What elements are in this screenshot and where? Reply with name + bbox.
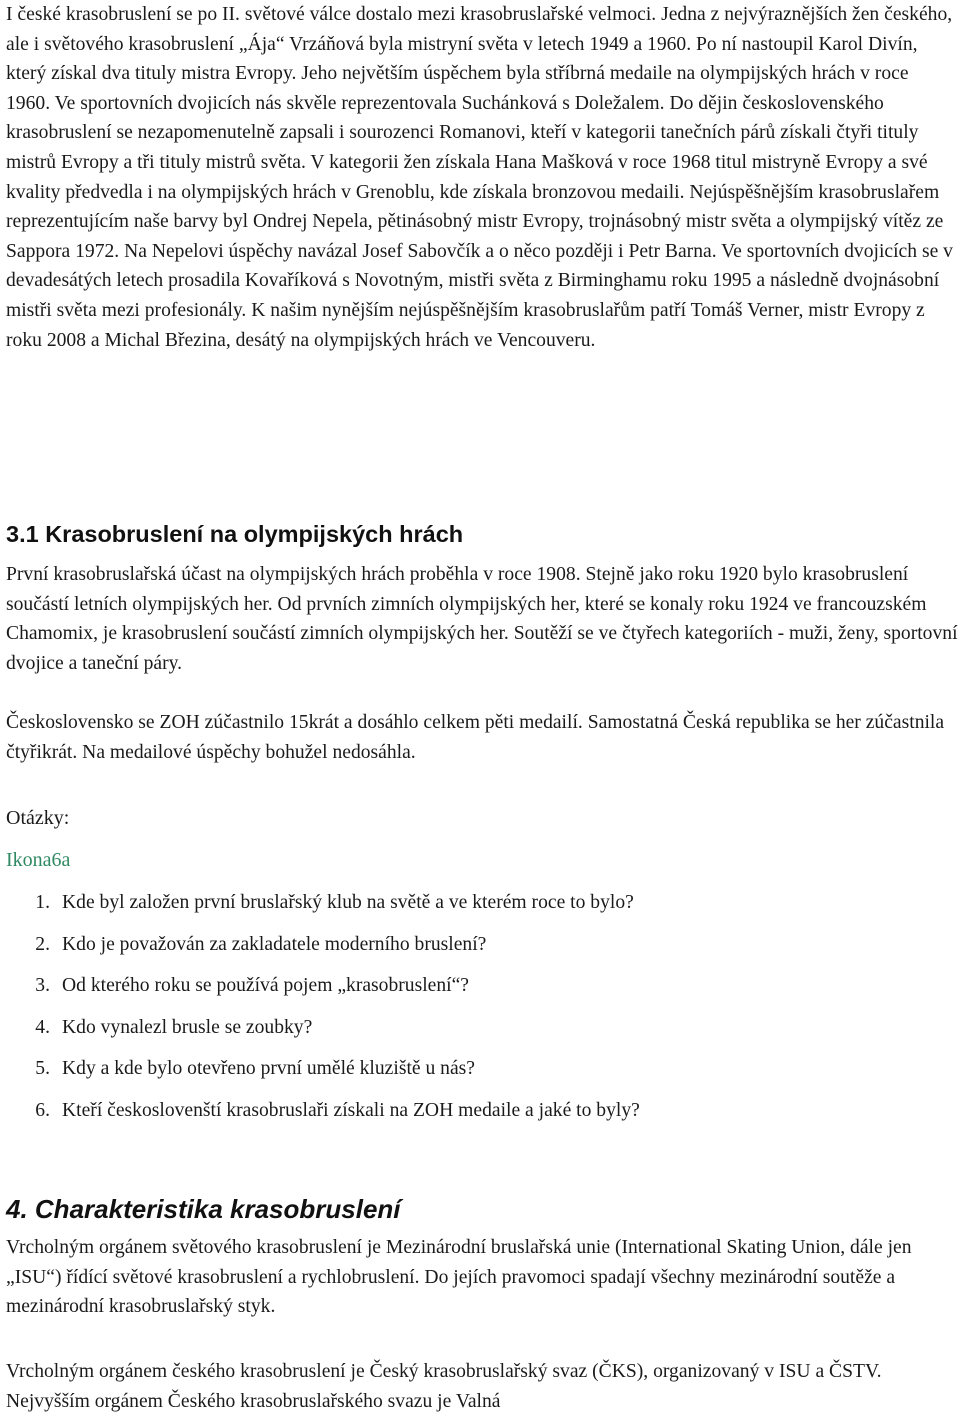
question-number: 6. [35, 1099, 50, 1121]
list-item [6, 1054, 640, 1096]
questions-label: Otázky: [6, 807, 70, 829]
question-text: Kdo je považován za zakladatele moderního bruslení? [62, 933, 487, 955]
cks-paragraph: Vrcholným orgánem českého krasobruslení je Český krasobruslařský svaz (ČKS), organizovaný v ISU a ČSTV. Nejvyšším orgánem Českého krasobruslařského svazu je Valná [6, 1361, 882, 1412]
question-number: 4. [35, 1016, 50, 1038]
question-text: Od kterého roku se používá pojem „krasobruslení“? [62, 975, 469, 996]
questions-list [6, 888, 640, 1137]
question-number: 5. [35, 1058, 50, 1079]
intro-paragraph: I české krasobruslení se po II. světové válce dostalo mezi krasobruslařské velmoci. Jedna z nejvýraznějších žen českého, ale i světového krasobruslení „Ája“ Vrzáňová byla mistryní světa v letech 1949 a 1960. Po ní nastoupil Karol Divín, který získal dva tituly mistra Evropy. Jeho největším úspěchem byla stříbrná medaile na olympijských hrách v roce 1960. Ve sportovních dvojicích nás skvěle reprezentovala Suchánková s Doležalem. Do dějin československého krasobruslení se nezapomenutelně zapsali i sourozenci Romanovi, kteří v kategorii tanečních párů získali čtyři tituly mistrů Evropy a tři tituly mistrů světa. V kategorii žen získala Hana Mašková v roce 1968 titul mistryně Evropy a své kvality předvedla i na olympijských hrách v Grenoblu, kde získala bronzovou medaili. Nejúspěšnějším krasobruslařem reprezentujícím naše barvy byl Ondrej Nepela, pětinásobný mistr Evropy, trojnásobný mistr světa a olympijský vítěz ze Sappora 1972. Na Nepelovi úspěchy navázal Josef Sabovčík a o něco později i Petr Barna. Ve sportovních dvojicích se v devadesátých letech prosadila Kovaříková s Novotným, mistři světa z Birminghamu roku 1995 a následně dvojnásobní mistři světa mezi profesionály. K našim nynějším nejúspěšnějším krasobruslařům patří Tomáš Verner, mistr Evropy z roku 2008 a Michal Březina, desátý na olympijských hrách ve Vencouveru. [6, 4, 953, 351]
question-number: 2. [35, 933, 50, 955]
question-text: Kdy a kde bylo otevřeno první umělé kluziště u nás? [62, 1058, 475, 1079]
question-number: 3. [35, 975, 50, 996]
question-text: Kteří českoslovenští krasobruslaři získali na ZOH medaile a jaké to byly? [62, 1099, 640, 1121]
list-item [6, 1096, 640, 1138]
icon-reference-label: Ikona6a [6, 849, 71, 871]
question-text: Kde byl založen první bruslařský klub na světě a ve kterém roce to bylo? [62, 892, 634, 913]
question-number: 1. [35, 892, 50, 913]
list-item [6, 1013, 640, 1055]
list-item [6, 888, 640, 930]
isu-paragraph: Vrcholným orgánem světového krasobruslení je Mezinárodní bruslařská unie (International Skating Union, dále jen „ISU“) řídící světové krasobruslení a rychlobruslení. Do jejích pravomoci spadají všechny mezinárodní soutěže a mezinárodní krasobruslařský styk. [6, 1237, 912, 1318]
list-item [6, 930, 640, 972]
olympics-paragraph-2: Československo se ZOH zúčastnilo 15krát a dosáhlo celkem pěti medailí. Samostatná Česká republika se her zúčastnila čtyřikrát. Na medailové úspěchy bohužel nedosáhla. [6, 712, 945, 763]
section-3-1-heading: 3.1 Krasobruslení na olympijských hrách [6, 521, 464, 547]
question-text: Kdo vynalezl brusle se zoubky? [62, 1016, 313, 1038]
olympics-paragraph-1: První krasobruslařská účast na olympijských hrách proběhla v roce 1908. Stejně jako roku 1920 bylo krasobruslení součástí letních olympijských her. Od prvních zimních olympijských her, které se konaly roku 1924 ve francouzském Chamomix, je krasobruslení součástí zimních olympijských her. Soutěží se ve čtyřech kategoriích - muži, ženy, sportovní dvojice a taneční páry. [6, 564, 958, 674]
list-item [6, 971, 640, 1013]
section-4-heading: 4. Charakteristika krasobruslení [6, 1194, 401, 1224]
